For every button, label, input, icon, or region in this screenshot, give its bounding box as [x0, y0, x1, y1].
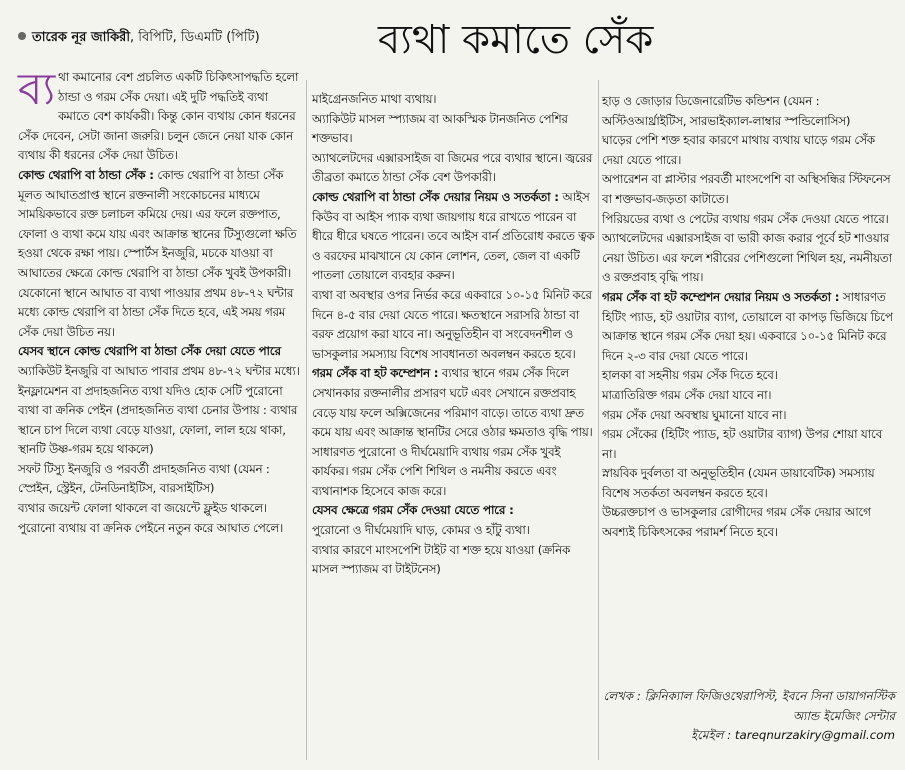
list-item: স্নায়বিক দুর্বলতা বা অনুভূতিহীন (যেমন ডায়াবেটিক) সমস্যায় বিশেষ সতর্কতা অবলম্বন করতে হবে।: [602, 466, 875, 500]
email-address: tareqnurzakiry@gmail.com: [734, 728, 895, 743]
section-heading: গরম সেঁক বা হট কম্প্রেশন দেয়ার নিয়ম ও সতর্কতা :: [602, 289, 840, 304]
paragraph: [312, 364, 597, 501]
column-divider: [598, 80, 599, 760]
list-item: মাত্রাতিরিক্ত গরম সেঁক দেয়া যাবে না।: [602, 387, 772, 402]
list-item: ইনফ্লামেশন বা প্রদাহজনিত ব্যথা যদিও হোক সেটি পুরোনো ব্যথা বা ক্রনিক পেইন (প্রদাহজনিত ব্যথা চেনার উপায় : ব্যথার স্থানে চাপ দিলে ব্যথা বেড়ে যাওয়া, ফোলা, লাল হয়ে থাকা, স্থানটি উষ্ণ-গরম হয়ে থাকলে): [18, 383, 298, 457]
drop-cap: ব্য: [18, 64, 56, 115]
author-byline: [18, 28, 260, 49]
article-headline: ব্যথা কমাতে সেঁক: [378, 17, 654, 63]
paragraph-text: আইস কিউব বা আইস প্যাক ব্যথা জায়গায় ধরে রাখতে পারেন বা ধীরে ধীরে ঘষতে পারেন। তবে আইস বার্ন প্রতিরোধ করতে ত্বক ও বরফের মাঝখানে যে কোন লোশন, তেল, জেল বা একটি পাতলা তোয়ালে ব্যবহার করুন।: [312, 189, 595, 283]
paragraph: [18, 166, 300, 342]
list-item: গরম সেঁকের (হিটিং প্যাড, হট ওয়াটার ব্যাগ) উপর শোয়া যাবে না।: [602, 427, 883, 461]
author-credit: [602, 687, 895, 746]
section-heading: কোল্ড থেরাপি বা ঠান্ডা সেঁক দেয়ার নিয়ম ও সতর্কতা :: [312, 189, 559, 204]
intro-text: থা কমানোর বেশ প্রচলিত একটি চিকিৎসাপদ্ধতি হলো ঠান্ডা ও গরম সেঁক দেয়া। এই দুটি পদ্ধতিই ব্যথা কমাতে বেশ কার্যকরী। কিন্তু কোন ব্যথায় কোন ধরনের সেঁক দেবেন, সেটা জানা জরুরি। চলুন জেনে নেয়া যাক কোন ব্যথায় কী ধরনের সেঁক দেয়া উচিত।: [18, 70, 299, 163]
article-column-1: [18, 64, 300, 538]
list-item: সফট টিস্যু ইনজুরি ও পরবর্তী প্রদাহজনিত ব্যথা (যেমন : স্প্রেইন, স্ট্রেইন, টেনডিনাইটিস, বারসাইটিস): [18, 461, 270, 496]
article-column-2: [312, 90, 597, 580]
list-item: অ্যাথলেটদের এক্সারসাইজ বা জিমের পরে ব্যথার স্থানে। জ্বরের তীব্রতা কমাতে ঠান্ডা সেঁক বেশ উপকারী।: [312, 150, 593, 185]
email-line: [602, 726, 895, 746]
section-heading: গরম সেঁক বা হট কম্প্রেশন :: [312, 366, 439, 381]
list-item: ঘাড়ের পেশি শক্ত হবার কারণে মাথায় ব্যথায় ঘাড়ে গরম সেঁক দেয়া যেতে পারে।: [602, 133, 875, 167]
list-item: হালকা বা সহনীয় গরম সেঁক দিতে হবে।: [602, 368, 778, 383]
email-label: ইমেইল :: [691, 728, 735, 743]
column-divider: [306, 80, 307, 760]
paragraph: ব্যথা বা অবস্থার ওপর নির্ভর করে একবারে ১০-১৫ মিনিট করে দিনে ৪-৫ বার দেয়া যেতে পারে। ক্ষতস্থানে সরাসরি ঠান্ডা বা বরফ প্রয়োগ করা যাবে না। অনুভূতিহীন বা সংবেদনশীল ও ভাসকুলার সমস্যায় বিশেষ সাবধানতা অবলম্বন করতে হবে।: [312, 287, 592, 361]
list-item: গরম সেঁক দেয়া অবস্থায় ঘুমানো যাবে না।: [602, 407, 787, 422]
list-item: হাড় ও জোড়ার ডিজেনারেটিভ কন্ডিশন (যেমন : অস্টিওআর্থ্রাইটিস, সারভাইক্যাল-লাম্বার স্পন্ডিলোসিস): [602, 94, 851, 128]
list-item: ব্যথার কারণে মাংসপেশি টাইট বা শক্ত হয়ে যাওয়া (ক্রনিক মাসল স্প্যাজম বা টাইটনেস): [312, 542, 571, 577]
list-item: মাইগ্রেনজনিত মাথা ব্যথায়।: [312, 92, 437, 106]
list-item: অপারেশন বা প্লাস্টার পরবর্তী মাংসপেশি বা অস্থিসন্ধির স্টিফনেস বা শক্তভাব-জড়তা কাটাতে।: [602, 172, 891, 206]
list-item: অ্যাকিউট ইনজুরি বা আঘাত পাবার প্রথম ৪৮-৭২ ঘন্টার মধ্যে।: [18, 363, 300, 378]
intro-paragraph: [18, 64, 300, 166]
paragraph-text: ব্যথার স্থানে গরম সেঁক দিলে সেখানকার রক্তনালীর প্রসারণ ঘটে এবং সেখানে রক্তপ্রবাহ বেড়ে যায় ফলে অক্সিজেনের পরিমাণ বাড়ে। তাতে ব্যথা দ্রুত কমে যায় এবং আক্রান্ত স্থানটির সেরে ওঠার ক্ষমতাও বৃদ্ধি পায়। সাধারণত পুরোনো ও দীর্ঘমেয়াদি ব্যথায় গরম সেঁক খুবই কার্যকর। গরম সেঁক পেশি শিথিল ও নমনীয় করতে এবং ব্যথানাশক হিসেবে কাজ করে।: [312, 366, 593, 498]
paragraph: [602, 288, 895, 366]
list-item: ব্যথার জয়েন্ট ফোলা থাকলে বা জয়েন্টে ফ্লুইড থাকলে। পুরোনো ব্যথায় বা ক্রনিক পেইনে নতুন করে আঘাত পেলে।: [18, 501, 283, 535]
list-item: পুরোনো ও দীর্ঘমেয়াদি ঘাড়, কোমর ও হাঁটু ব্যথা।: [312, 523, 530, 538]
paragraph-text: কোল্ড থেরাপি বা ঠান্ডা সেঁক মূলত আঘাতপ্রাপ্ত স্থানে রক্তনালী সংকোচনের মাধ্যমে সাময়িকভাবে রক্ত চলাচল কমিয়ে দেয়। এর ফলে রক্তপাত, ফোলা ও ব্যথা কমে যায় এবং আক্রান্ত স্থানের টিস্যুগুলো ক্ষতি হওয়া থেকে রক্ষা পায়। স্পোর্টস ইনজুরি, মচকে যাওয়া বা আঘাতের ক্ষেত্রে কোল্ড থেরাপি বা ঠান্ডা সেঁক খুবই উপকারী। যেকোনো স্থানে আঘাত বা ব্যথা পাওয়ার প্রথম ৪৮-৭২ ঘন্টার মধ্যে কোল্ড থেরাপি বা ঠান্ডা সেঁক দিতে হবে, এই সময় গরম সেঁক দেয়া উচিত নয়।: [18, 167, 297, 339]
list-item: পিরিয়ডের ব্যথা ও পেটের ব্যথায় গরম সেঁক দেওয়া যেতে পারে।: [602, 211, 889, 226]
writer-credit: লেখক : ক্লিনিক্যাল ফিজিওথেরাপিস্ট, ইবনে সিনা ডায়াগনস্টিক অ্যান্ড ইমেজিং সেন্টার: [603, 689, 895, 723]
list-item: অ্যাথলেটদের এক্সারসাইজ বা ভারী কাজ করার পূর্বে হট শাওয়ার নেয়া উচিত। এর ফলে শরীরের পেশিগুলো শিথিল হয়, নমনীয়তা ও রক্তপ্রবাহ বৃদ্ধি পায়।: [602, 231, 892, 285]
author-degree: , বিপিটি, ডিএমটি (পিটি): [130, 30, 260, 45]
list-item: অ্যাকিউট মাসল স্প্যাজম বা আকস্মিক টানজনিত পেশির শক্তভাব।: [312, 111, 568, 146]
section-heading: কোল্ড থেরাপি বা ঠান্ডা সেঁক :: [18, 167, 154, 182]
section-heading: যেসব ক্ষেত্রে গরম সেঁক দেওয়া যেতে পারে :: [312, 503, 514, 518]
section-heading: যেসব স্থানে কোল্ড থেরাপি বা ঠান্ডা সেঁক দেয়া যেতে পারে: [18, 344, 281, 359]
article-column-3: [602, 92, 895, 543]
list-item: উচ্চরক্তচাপ ও ভাসকুলার রোগীদের গরম সেঁক দেয়ার আগে অবশ্যই চিকিৎসকের পরামর্শ নিতে হবে।: [602, 505, 871, 540]
author-name: তারেক নূর জাকিরী: [32, 30, 131, 45]
bullet-icon: [18, 32, 26, 40]
paragraph-text: সাধারণত হিটিং প্যাড, হট ওয়াটার ব্যাগ, তোয়ালে বা কাপড় ভিজিয়ে চিপে আক্রান্ত স্থানে গরম সেঁক দেয়া হয়। একবারে ১০-১৫ মিনিট করে দিনে ২-৩ বার দেয়া যেতে পারে।: [602, 289, 893, 363]
paragraph: [312, 188, 597, 286]
